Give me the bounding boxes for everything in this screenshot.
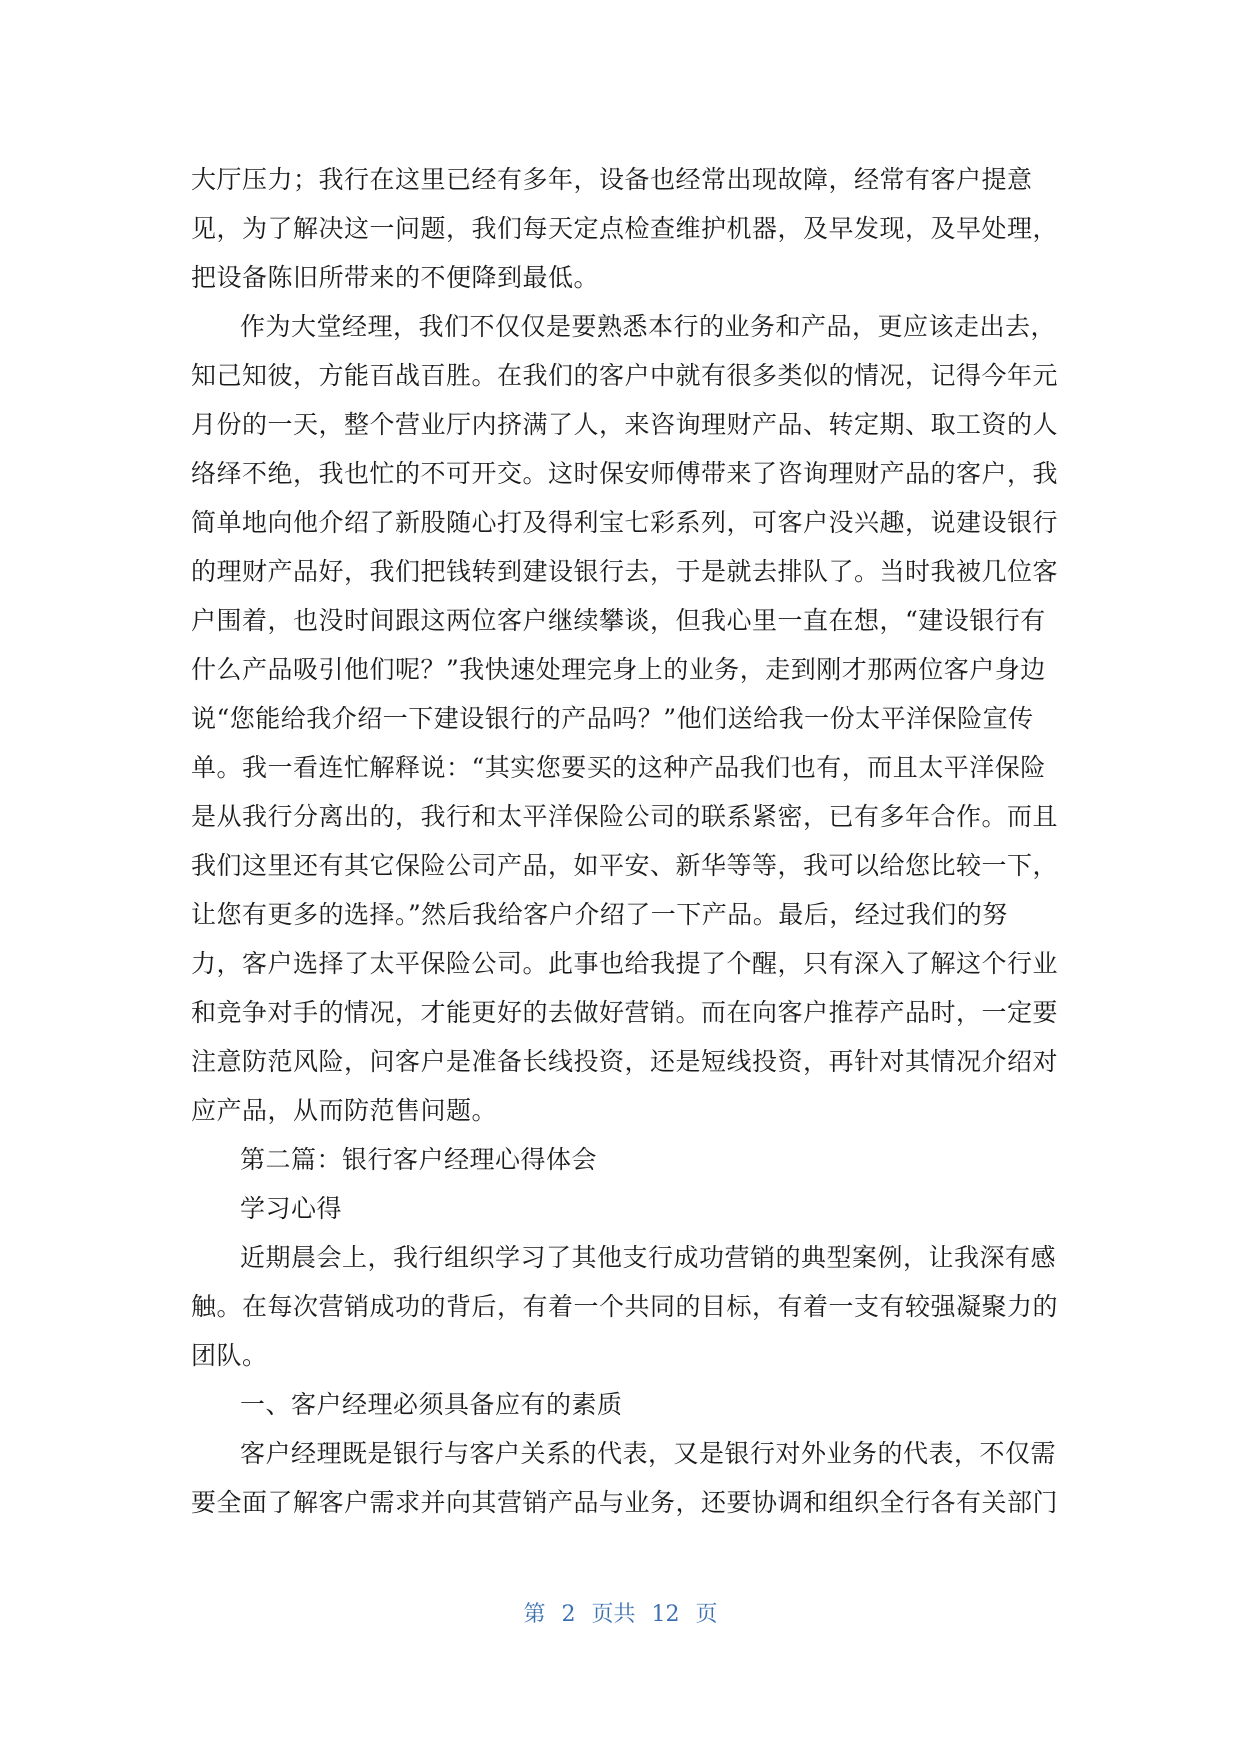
footer-prefix: 第 bbox=[523, 1602, 546, 1627]
text-line: 简单地向他介绍了新股随心打及得利宝七彩系列，可客户没兴趣，说建设银行 bbox=[191, 508, 1059, 537]
paragraph-start-line: 作为大堂经理，我们不仅仅是要熟悉本行的业务和产品，更应该走出去， bbox=[240, 312, 1057, 341]
text-line: 把设备陈旧所带来的不便降到最低。 bbox=[191, 263, 600, 292]
text-line: 力，客户选择了太平保险公司。此事也给我提了个醒，只有深入了解这个行业 bbox=[191, 949, 1059, 978]
text-line: 月份的一天，整个营业厅内挤满了人，来咨询理财产品、转定期、取工资的人 bbox=[191, 410, 1059, 439]
text-line: 单。我一看连忙解释说：“其实您要买的这种产品我们也有，而且太平洋保险 bbox=[191, 753, 1046, 782]
paragraph-start-line: 近期晨会上，我行组织学习了其他支行成功营销的典型案例，让我深有感 bbox=[240, 1243, 1057, 1272]
text-line: 的理财产品好，我们把钱转到建设银行去，于是就去排队了。当时我被几位客 bbox=[191, 557, 1059, 586]
sub-heading: 学习心得 bbox=[240, 1194, 343, 1223]
footer-mid: 页共 bbox=[591, 1602, 636, 1627]
text-line: 见，为了解决这一问题，我们每天定点检查维护机器，及早发现，及早处理， bbox=[191, 214, 1059, 243]
current-page-number: 2 bbox=[561, 1602, 576, 1627]
numbered-heading: 一、客户经理必须具备应有的素质 bbox=[240, 1390, 623, 1419]
text-line: 户围着，也没时间跟这两位客户继续攀谈，但我心里一直在想，“建设银行有 bbox=[191, 606, 1046, 635]
text-line: 和竞争对手的情况，才能更好的去做好营销。而在向客户推荐产品时，一定要 bbox=[191, 998, 1059, 1027]
text-line: 说“您能给我介绍一下建设银行的产品吗？”他们送给我一份太平洋保险宣传 bbox=[191, 704, 1034, 733]
total-pages-number: 12 bbox=[651, 1602, 680, 1627]
section-heading: 第二篇：银行客户经理心得体会 bbox=[240, 1145, 598, 1174]
text-line: 要全面了解客户需求并向其营销产品与业务，还要协调和组织全行各有关部门 bbox=[191, 1488, 1059, 1517]
text-line: 是从我行分离出的，我行和太平洋保险公司的联系紧密，已有多年合作。而且 bbox=[191, 802, 1059, 831]
text-line: 让您有更多的选择。”然后我给客户介绍了一下产品。最后，经过我们的努 bbox=[191, 900, 1008, 929]
text-line: 应产品，从而防范售问题。 bbox=[191, 1096, 498, 1125]
page-footer bbox=[0, 1595, 1241, 1635]
text-line: 大厅压力；我行在这里已经有多年，设备也经常出现故障，经常有客户提意 bbox=[191, 165, 1033, 194]
footer-suffix: 页 bbox=[695, 1602, 718, 1627]
text-line: 知己知彼，方能百战百胜。在我们的客户中就有很多类似的情况，记得今年元 bbox=[191, 361, 1059, 390]
text-line: 络绎不绝，我也忙的不可开交。这时保安师傅带来了咨询理财产品的客户，我 bbox=[191, 459, 1059, 488]
text-line: 什么产品吸引他们呢？”我快速处理完身上的业务，走到刚才那两位客户身边 bbox=[191, 655, 1046, 684]
paragraph-start-line: 客户经理既是银行与客户关系的代表，又是银行对外业务的代表，不仅需 bbox=[240, 1439, 1057, 1468]
text-line: 团队。 bbox=[191, 1341, 268, 1370]
text-line: 注意防范风险，问客户是准备长线投资，还是短线投资，再针对其情况介绍对 bbox=[191, 1047, 1059, 1076]
text-line: 我们这里还有其它保险公司产品，如平安、新华等等，我可以给您比较一下， bbox=[191, 851, 1059, 880]
text-line: 触。在每次营销成功的背后，有着一个共同的目标，有着一支有较强凝聚力的 bbox=[191, 1292, 1059, 1321]
